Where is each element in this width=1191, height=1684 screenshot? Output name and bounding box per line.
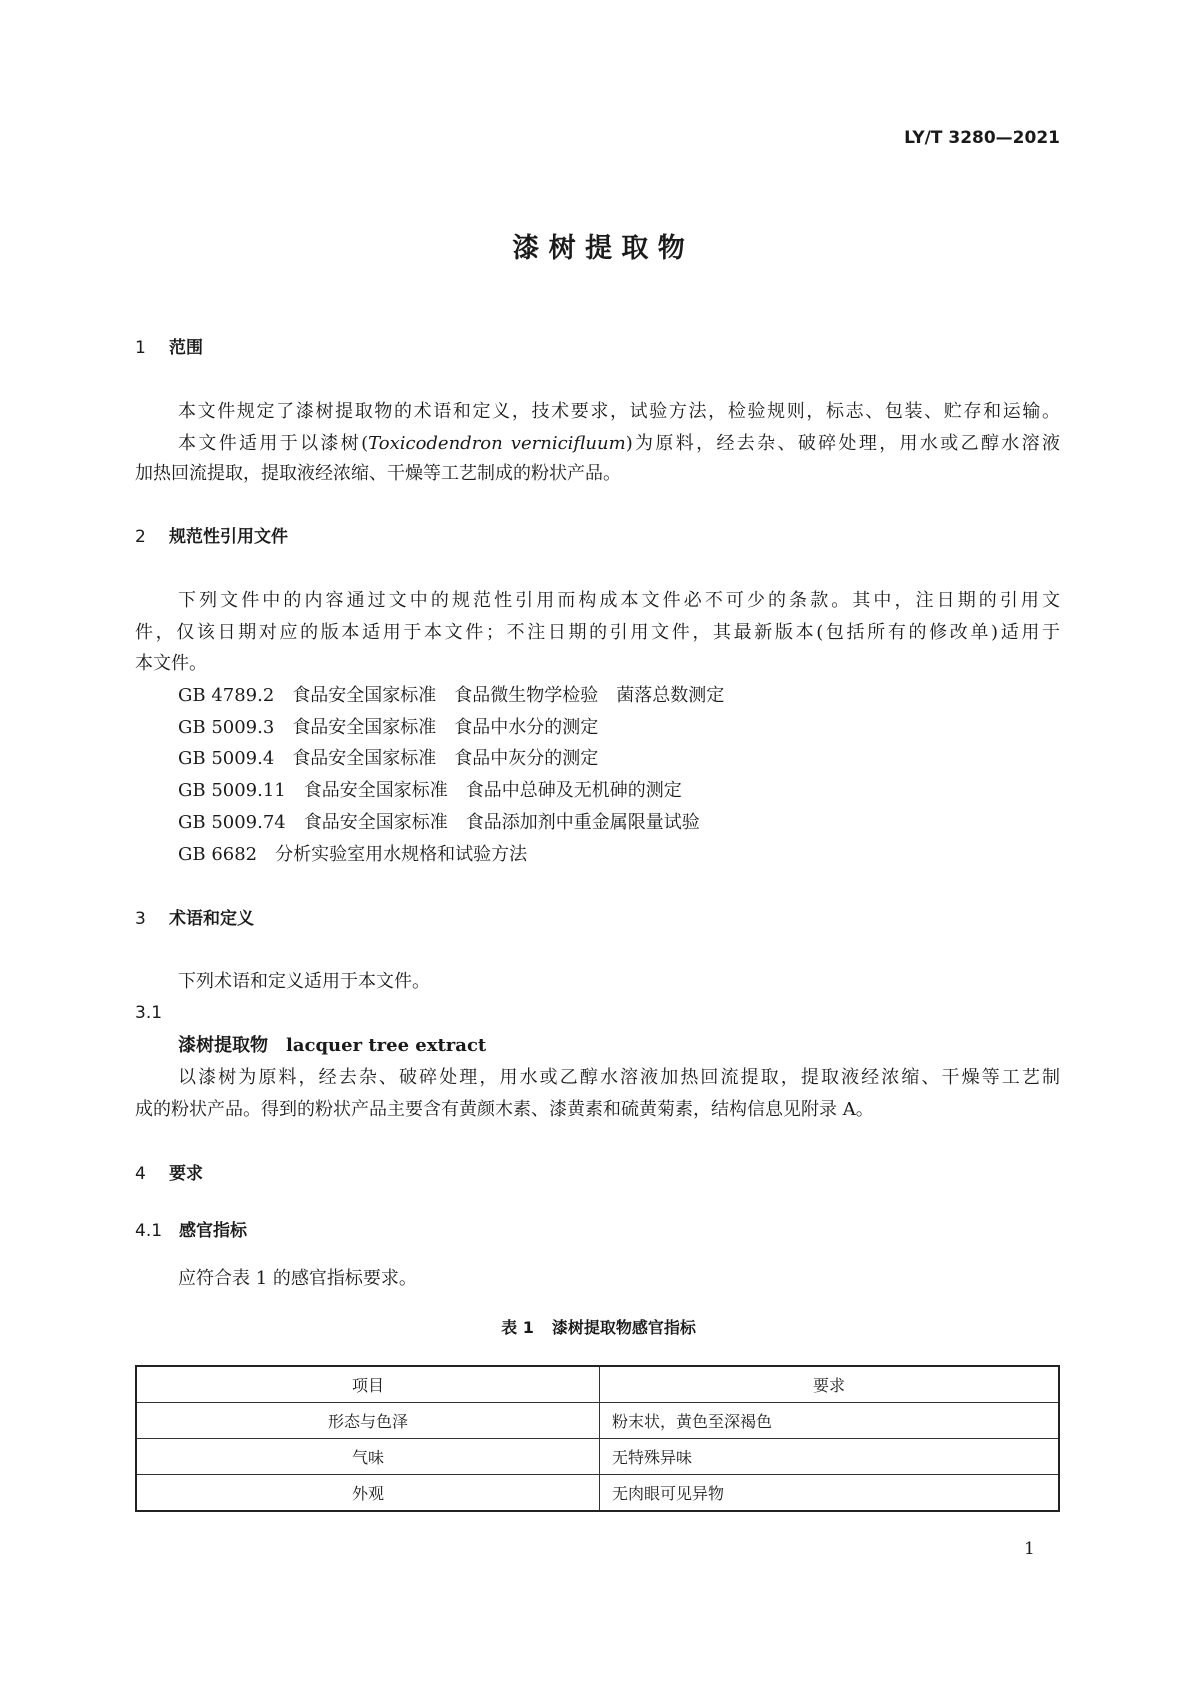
- item-cell: 气味: [136, 1439, 600, 1475]
- reference-code: GB 4789.2: [178, 685, 275, 706]
- requirement-cell: 无特殊异味: [600, 1439, 1060, 1475]
- paragraph: 本文件规定了漆树提取物的术语和定义，技术要求，试验方法，检验规则，标志、包装、贮存和运输。: [178, 401, 1060, 422]
- normative-reference: [178, 780, 682, 802]
- reference-title: 食品安全国家标准 食品中水分的测定: [292, 717, 599, 738]
- term-heading: [178, 1035, 486, 1057]
- section-title: 范围: [169, 338, 203, 358]
- section-number: 1: [135, 338, 146, 358]
- paragraph: 件，仅该日期对应的版本适用于本文件；不注日期的引用文件，其最新版本(包括所有的修改单)适用于: [135, 622, 1060, 643]
- reference-title: 食品安全国家标准 食品微生物学检验 菌落总数测定: [292, 685, 725, 706]
- section-title: 术语和定义: [169, 909, 254, 929]
- table-number: 表 1: [501, 1318, 534, 1337]
- reference-code: GB 5009.3: [178, 717, 275, 738]
- requirement-cell: 无肉眼可见异物: [600, 1475, 1060, 1512]
- section-title: 要求: [169, 1164, 203, 1184]
- table-title: 漆树提取物感官指标: [551, 1318, 696, 1337]
- header-cell: 要求: [600, 1366, 1060, 1403]
- normative-reference: [178, 844, 527, 866]
- term-number: 3.1: [135, 1003, 163, 1023]
- text: 本文件适用于以漆树(: [178, 433, 369, 454]
- reference-code: GB 5009.74: [178, 812, 286, 833]
- sensory-indicators-table: [135, 1365, 1060, 1512]
- latin-name: Toxicodendron vernicifluum: [368, 433, 626, 454]
- section-4-heading: [135, 1163, 203, 1185]
- table-row: [136, 1475, 1059, 1512]
- section-1-heading: [135, 337, 203, 359]
- subsection-4-1-heading: [135, 1220, 247, 1242]
- item-cell: 外观: [136, 1475, 600, 1512]
- paragraph: [178, 433, 1060, 455]
- paragraph: 本文件。: [135, 653, 207, 674]
- term-english: lacquer tree extract: [286, 1035, 487, 1056]
- section-2-heading: [135, 526, 288, 548]
- normative-reference: [178, 748, 598, 770]
- section-number: 3: [135, 909, 146, 929]
- document-code: LY/T 3280—2021: [904, 128, 1060, 148]
- normative-reference: [178, 812, 700, 834]
- definition: 成的粉状产品。得到的粉状产品主要含有黄颜木素、漆黄素和硫黄菊素，结构信息见附录 A。: [135, 1099, 874, 1120]
- page-number: 1: [1024, 1539, 1035, 1559]
- table-caption: [0, 1317, 1191, 1339]
- reference-code: GB 5009.11: [178, 780, 286, 801]
- section-3-heading: [135, 908, 254, 930]
- subsection-title: 感官指标: [179, 1221, 247, 1241]
- document-title: 漆 树 提 取 物: [512, 233, 685, 264]
- reference-title: 分析实验室用水规格和试验方法: [275, 844, 528, 865]
- paragraph: 应符合表 1 的感官指标要求。: [178, 1268, 417, 1289]
- definition: 以漆树为原料，经去杂、破碎处理，用水或乙醇水溶液加热回流提取，提取液经浓缩、干燥等工艺制: [178, 1067, 1060, 1088]
- table-row: [136, 1439, 1059, 1475]
- section-title: 规范性引用文件: [169, 527, 288, 547]
- table-header-row: [136, 1366, 1059, 1403]
- header-cell: 项目: [136, 1366, 600, 1403]
- reference-title: 食品安全国家标准 食品中灰分的测定: [292, 748, 599, 769]
- table-row: [136, 1403, 1059, 1439]
- normative-reference: [178, 717, 598, 739]
- section-number: 2: [135, 527, 146, 547]
- paragraph: 下列文件中的内容通过文中的规范性引用而构成本文件必不可少的条款。其中，注日期的引用文: [178, 590, 1060, 611]
- normative-reference: [178, 685, 724, 707]
- reference-title: 食品安全国家标准 食品中总砷及无机砷的测定: [303, 780, 682, 801]
- section-number: 4: [135, 1164, 146, 1184]
- requirement-cell: 粉末状，黄色至深褐色: [600, 1403, 1060, 1439]
- item-cell: 形态与色泽: [136, 1403, 600, 1439]
- term-chinese: 漆树提取物: [178, 1035, 268, 1056]
- subsection-number: 4.1: [135, 1221, 163, 1241]
- reference-title: 食品安全国家标准 食品添加剂中重金属限量试验: [303, 812, 700, 833]
- text: )为原料，经去杂、破碎处理，用水或乙醇水溶液: [625, 433, 1060, 454]
- paragraph: 加热回流提取，提取液经浓缩、干燥等工艺制成的粉状产品。: [135, 463, 621, 484]
- paragraph: 下列术语和定义适用于本文件。: [178, 971, 430, 992]
- reference-code: GB 5009.4: [178, 748, 275, 769]
- reference-code: GB 6682: [178, 844, 258, 865]
